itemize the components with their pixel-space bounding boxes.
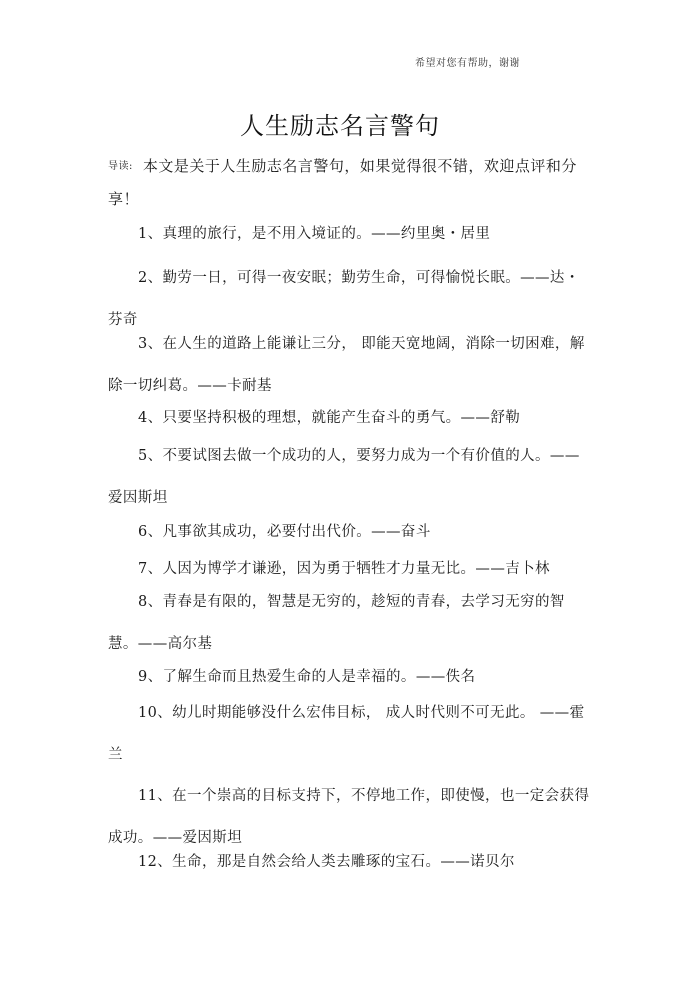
document-title: 人生励志名言警句 <box>240 112 440 140</box>
quote-item: 6、凡事欲其成功，必要付出代价。——奋斗 <box>138 524 431 540</box>
quote-item: 1、真理的旅行，是不用入境证的。——约里奥・居里 <box>138 226 491 242</box>
intro-text: 本文是关于人生励志名言警句，如果觉得很不错，欢迎点评和分享！ <box>108 157 577 208</box>
intro-paragraph <box>108 150 588 216</box>
quote-item: 4、只要坚持积极的理想，就能产生奋斗的勇气。——舒勒 <box>138 410 521 426</box>
quote-item: 7、人因为博学才谦逊，因为勇于牺牲才力量无比。——吉卜林 <box>138 561 550 577</box>
header-note: 希望对您有帮助，谢谢 <box>415 58 520 69</box>
quote-item: 2、勤劳一日，可得一夜安眠；勤劳生命，可得愉悦长眠。——达・芬奇 <box>108 270 580 328</box>
quote-item: 12、生命，那是自然会给人类去雕琢的宝石。——诺贝尔 <box>138 854 515 870</box>
quote-item: 8、青春是有限的，智慧是无穷的，趁短的青春，去学习无穷的智慧。——高尔基 <box>108 594 565 652</box>
quote-item: 3、在人生的道路上能谦让三分， 即能天宽地阔，消除一切困难，解除一切纠葛。——卡耐基 <box>108 336 585 394</box>
quote-item: 9、了解生命而且热爱生命的人是幸福的。——佚名 <box>138 669 476 685</box>
quote-item: 10、幼儿时期能够没什么宏伟目标， 成人时代则不可无此。 ——霍兰 <box>108 705 585 763</box>
quote-item: 11、在一个崇高的目标支持下，不停地工作，即使慢，也一定会获得成功。——爱因斯坦 <box>108 788 590 846</box>
quote-item: 5、不要试图去做一个成功的人，要努力成为一个有价值的人。——爱因斯坦 <box>108 448 580 506</box>
intro-label: 导读: <box>108 161 133 172</box>
